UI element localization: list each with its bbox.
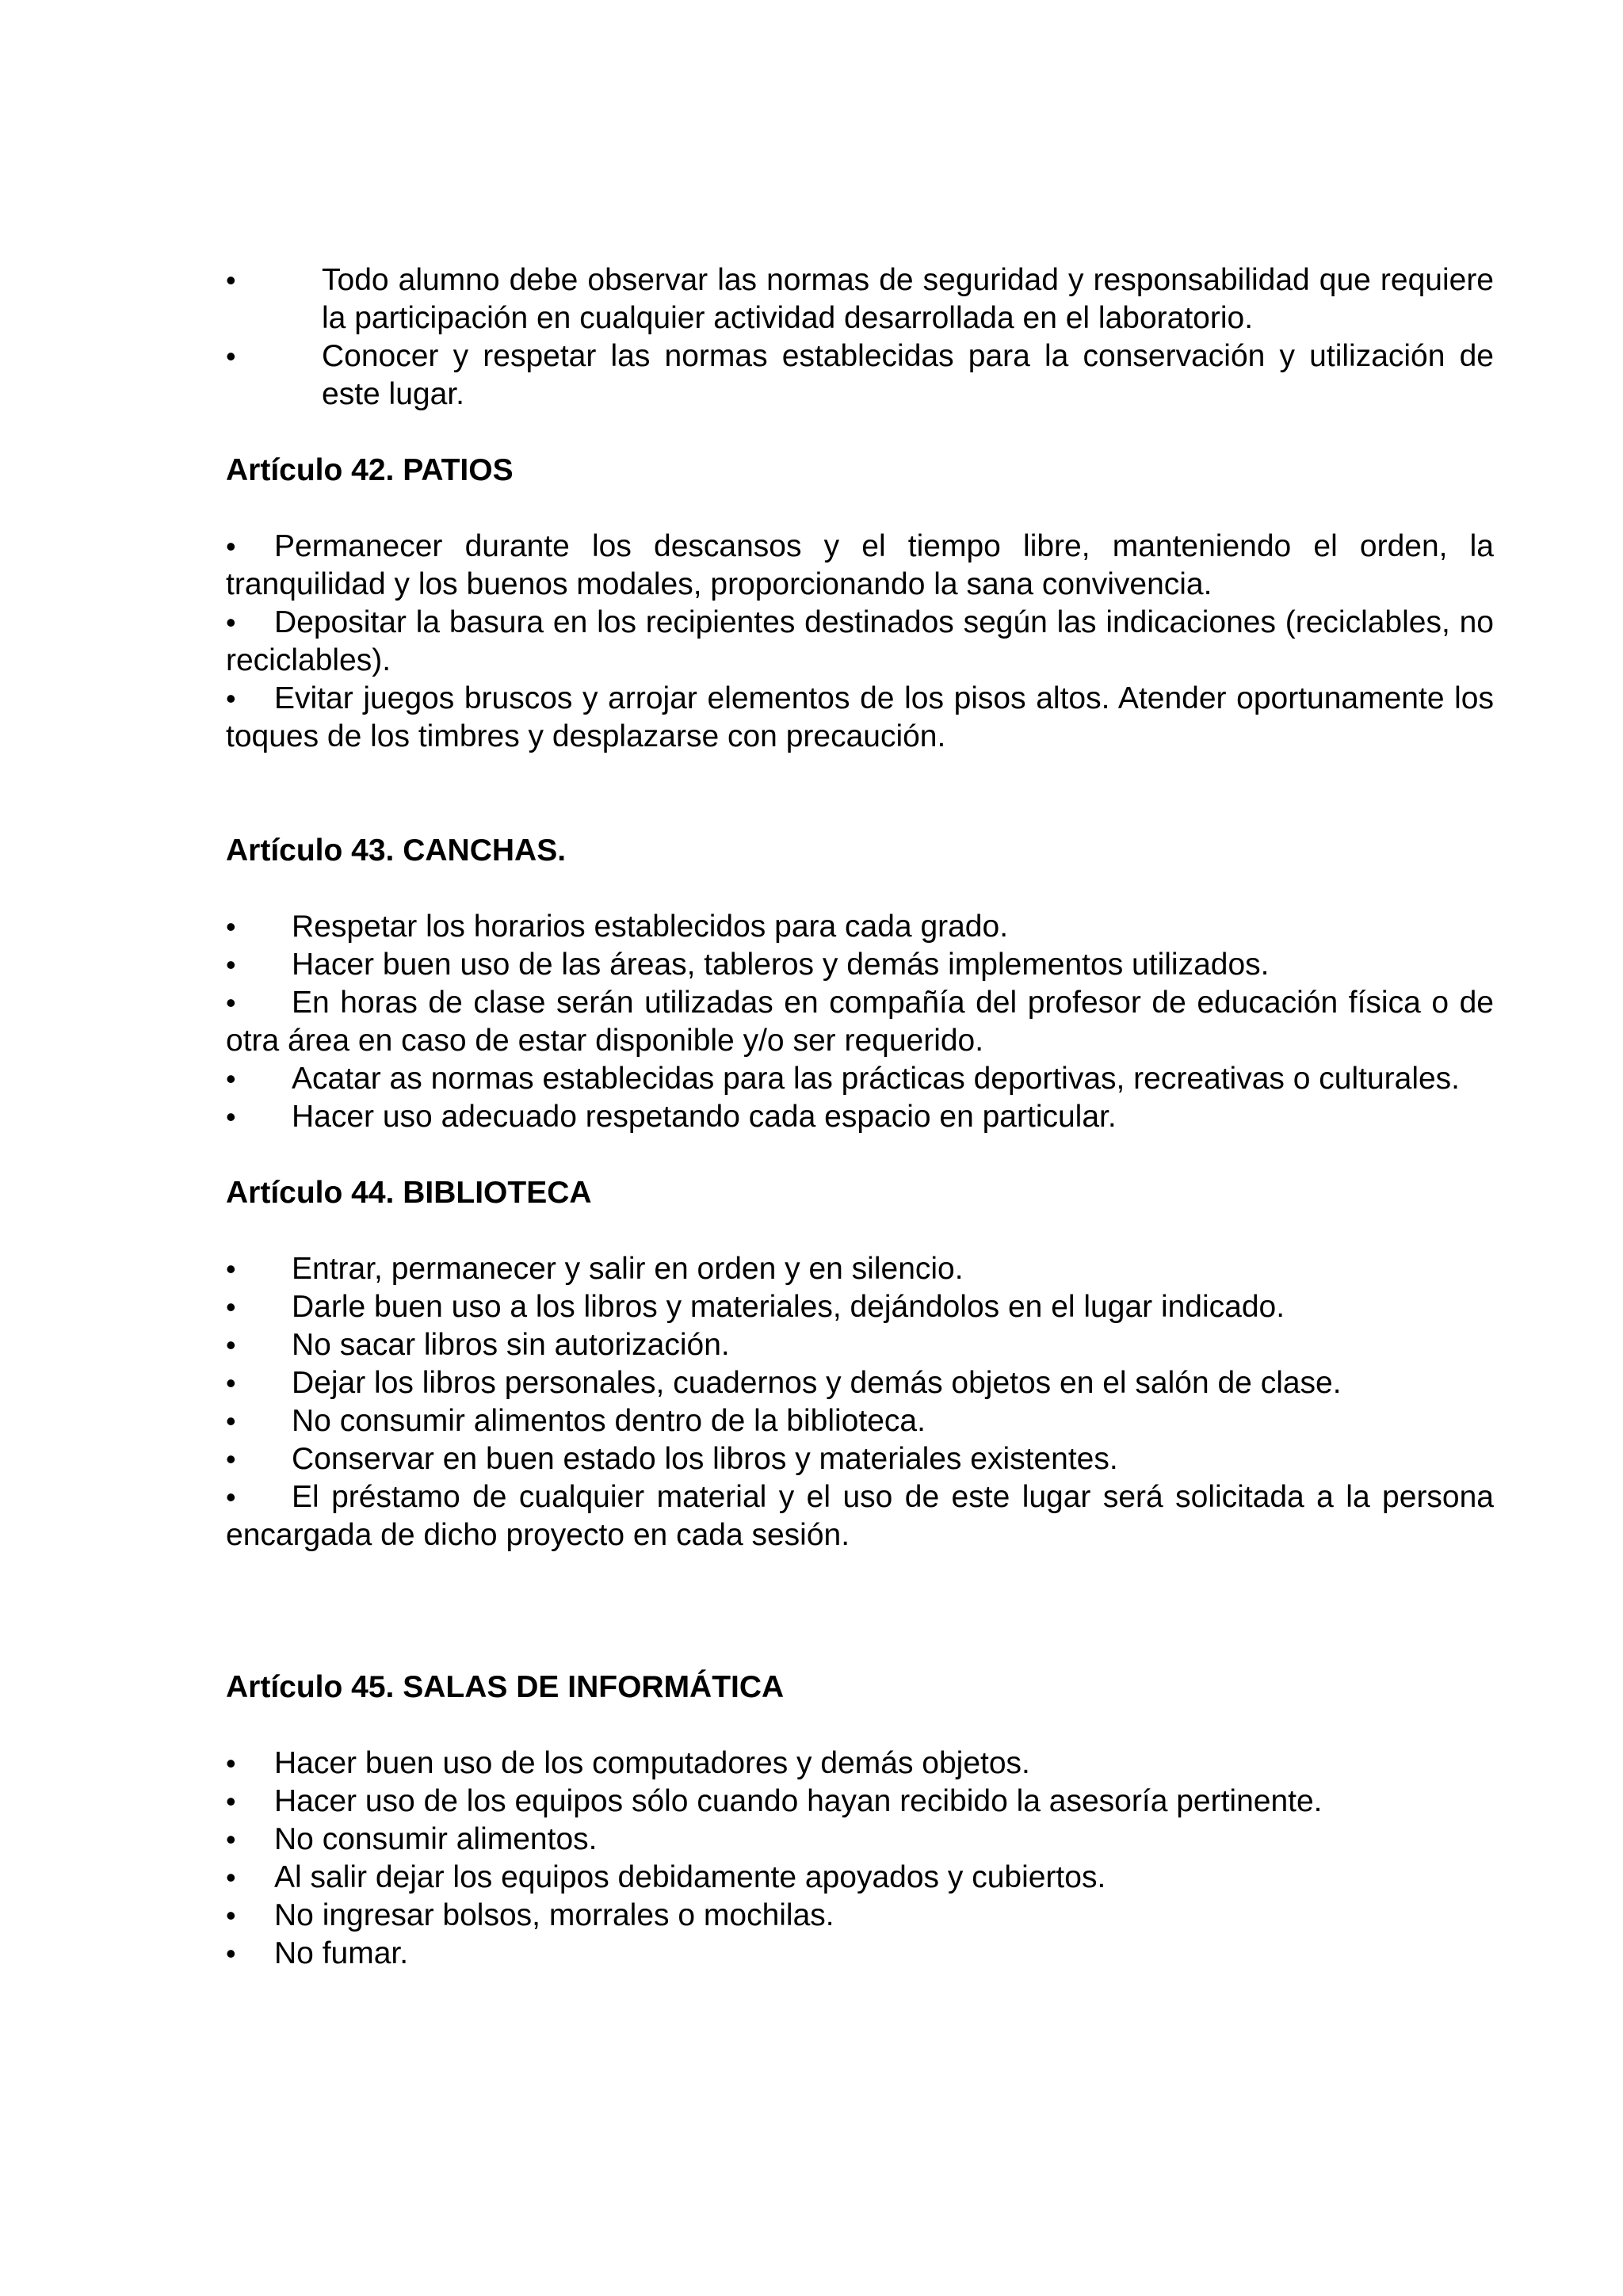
bullet-icon: • <box>226 1100 236 1133</box>
bullet-icon: • <box>226 530 236 563</box>
list-item <box>226 338 1494 414</box>
intro-list <box>226 261 1494 414</box>
list-item <box>226 908 1494 946</box>
list-item <box>226 1364 1494 1402</box>
bullet-icon: • <box>226 1291 236 1323</box>
list-item-text: Hacer buen uso de las áreas, tableros y demás implementos utilizados. <box>292 948 1270 982</box>
canchas-list <box>226 908 1494 1136</box>
list-item-text: Respetar los horarios establecidos para cada grado. <box>292 910 1009 944</box>
list-item <box>226 1402 1494 1440</box>
list-item-text: Hacer uso adecuado respetando cada espacio en particular. <box>292 1100 1117 1134</box>
list-item-text: Todo alumno debe observar las normas de seguridad y responsabilidad que requiere la participación en cualquier actividad desarrollada en el laboratorio. <box>322 263 1494 335</box>
list-item-text: Acatar as normas establecidas para las prácticas deportivas, recreativas o culturales. <box>292 1062 1461 1096</box>
list-item <box>226 1783 1494 1821</box>
bullet-icon: • <box>226 264 236 296</box>
list-item-text: Permanecer durante los descansos y el tiempo libre, manteniendo el orden, la tranquilidad y los buenos modales, proporcionando la sana convivencia. <box>226 529 1494 601</box>
list-item <box>226 1821 1494 1859</box>
list-item-text: Depositar la basura en los recipientes destinados según las indicaciones (reciclables, no reciclables). <box>226 605 1494 677</box>
list-item <box>226 604 1494 680</box>
bullet-icon: • <box>226 1329 236 1361</box>
list-item <box>226 1935 1494 1973</box>
biblioteca-list <box>226 1250 1494 1554</box>
list-item-text: Entrar, permanecer y salir en orden y en silencio. <box>292 1252 964 1286</box>
list-item-text: No consumir alimentos dentro de la biblioteca. <box>292 1404 926 1438</box>
bullet-icon: • <box>226 910 236 943</box>
list-item <box>226 1060 1494 1098</box>
list-item-text: No ingresar bolsos, morrales o mochilas. <box>274 1898 834 1932</box>
list-item-text: Al salir dejar los equipos debidamente apoyados y cubiertos. <box>274 1860 1106 1894</box>
list-item-text: Hacer uso de los equipos sólo cuando hayan recibido la asesoría pertinente. <box>274 1784 1323 1818</box>
section-heading-biblioteca: Artículo 44. BIBLIOTECA <box>226 1176 592 1210</box>
patios-list <box>226 528 1494 756</box>
bullet-icon: • <box>226 1062 236 1095</box>
list-item <box>226 946 1494 984</box>
list-item <box>226 1326 1494 1364</box>
list-item <box>226 1288 1494 1326</box>
section-heading-salas-informatica: Artículo 45. SALAS DE INFORMÁTICA <box>226 1670 785 1704</box>
bullet-icon: • <box>226 1861 236 1894</box>
bullet-icon: • <box>226 1937 236 1970</box>
bullet-icon: • <box>226 340 236 372</box>
bullet-icon: • <box>226 948 236 981</box>
list-item <box>226 1897 1494 1935</box>
bullet-icon: • <box>226 1785 236 1817</box>
document-body <box>226 261 1494 1973</box>
list-item-text: En horas de clase serán utilizadas en compañía del profesor de educación física o de otra área en caso de estar disponible y/o ser requerido. <box>226 986 1494 1058</box>
list-item-text: Hacer buen uso de los computadores y demás objetos. <box>274 1746 1030 1780</box>
bullet-icon: • <box>226 1747 236 1779</box>
bullet-icon: • <box>226 1899 236 1932</box>
bullet-icon: • <box>226 682 236 715</box>
list-item-text: El préstamo de cualquier material y el uso de este lugar será solicitada a la persona encargada de dicho proyecto en cada sesión. <box>226 1480 1494 1552</box>
bullet-icon: • <box>226 1405 236 1437</box>
bullet-icon: • <box>226 606 236 639</box>
list-item-text: Conservar en buen estado los libros y materiales existentes. <box>292 1442 1118 1476</box>
list-item <box>226 1250 1494 1288</box>
list-item <box>226 1478 1494 1554</box>
list-item-text: Conocer y respetar las normas establecidas para la conservación y utilización de este lugar. <box>322 339 1494 411</box>
bullet-icon: • <box>226 1823 236 1855</box>
list-item <box>226 680 1494 756</box>
list-item <box>226 984 1494 1060</box>
list-item <box>226 1745 1494 1783</box>
list-item <box>226 1098 1494 1136</box>
bullet-icon: • <box>226 1253 236 1285</box>
list-item-text: No fumar. <box>274 1936 409 1970</box>
list-item <box>226 1859 1494 1897</box>
salas-informatica-list <box>226 1745 1494 1973</box>
list-item <box>226 528 1494 604</box>
bullet-icon: • <box>226 1367 236 1399</box>
bullet-icon: • <box>226 1481 236 1513</box>
list-item <box>226 261 1494 338</box>
section-heading-canchas: Artículo 43. CANCHAS. <box>226 833 567 868</box>
list-item-text: Dejar los libros personales, cuadernos y demás objetos en el salón de clase. <box>292 1366 1342 1400</box>
list-item-text: Evitar juegos bruscos y arrojar elementos de los pisos altos. Atender oportunamente los toques de los timbres y desplazarse con precaución. <box>226 681 1494 753</box>
list-item-text: Darle buen uso a los libros y materiales, dejándolos en el lugar indicado. <box>292 1290 1285 1324</box>
bullet-icon: • <box>226 1443 236 1475</box>
bullet-icon: • <box>226 986 236 1019</box>
list-item <box>226 1440 1494 1478</box>
list-item-text: No consumir alimentos. <box>274 1822 598 1856</box>
section-heading-patios: Artículo 42. PATIOS <box>226 453 514 487</box>
list-item-text: No sacar libros sin autorización. <box>292 1328 730 1362</box>
